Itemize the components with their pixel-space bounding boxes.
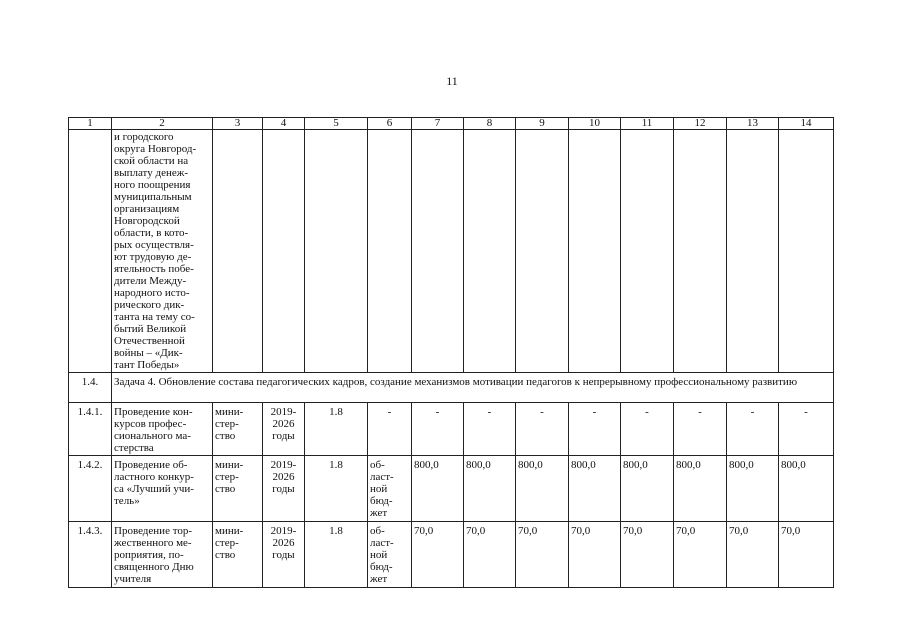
row-number: 1.4.2. xyxy=(69,456,112,522)
row-value: - xyxy=(412,403,464,456)
row-number: 1.4.3. xyxy=(69,522,112,588)
empty-cell xyxy=(69,130,112,373)
column-number: 1 xyxy=(69,118,112,130)
table-row xyxy=(69,456,834,522)
row-value: 70,0 xyxy=(727,522,779,588)
row-executor: мини- стер- ство xyxy=(213,403,263,456)
row-target: 1.8 xyxy=(305,403,368,456)
empty-cell xyxy=(464,130,516,373)
row-name: Проведение об- ластного конкур- са «Лучший учи- тель» xyxy=(112,456,213,522)
empty-cell xyxy=(368,130,412,373)
row-executor: мини- стер- ство xyxy=(213,456,263,522)
task-title: Задача 4. Обновление состава педагогических кадров, создание механизмов мотивации педагогов к непрерывному профессиональному развитию xyxy=(112,373,834,403)
table-row xyxy=(69,403,834,456)
empty-cell xyxy=(569,130,621,373)
program-table xyxy=(68,117,834,588)
column-number: 13 xyxy=(727,118,779,130)
row-number: 1.4.1. xyxy=(69,403,112,456)
row-value: 800,0 xyxy=(412,456,464,522)
row-value: - xyxy=(779,403,834,456)
row-period: 2019- 2026 годы xyxy=(263,403,305,456)
row-value: 800,0 xyxy=(516,456,569,522)
column-number: 9 xyxy=(516,118,569,130)
column-number: 3 xyxy=(213,118,263,130)
empty-cell xyxy=(727,130,779,373)
row-value: - xyxy=(727,403,779,456)
row-value: 70,0 xyxy=(621,522,674,588)
continuation-row xyxy=(69,130,834,373)
row-period: 2019- 2026 годы xyxy=(263,522,305,588)
column-number: 4 xyxy=(263,118,305,130)
row-source: об- ласт- ной бюд- жет xyxy=(368,456,412,522)
row-value: 800,0 xyxy=(779,456,834,522)
column-number: 2 xyxy=(112,118,213,130)
row-name: Проведение кон- курсов профес- сионального ма- стерства xyxy=(112,403,213,456)
row-value: - xyxy=(621,403,674,456)
row-value: - xyxy=(464,403,516,456)
empty-cell xyxy=(516,130,569,373)
table-row xyxy=(69,522,834,588)
empty-cell xyxy=(621,130,674,373)
column-number: 10 xyxy=(569,118,621,130)
column-number: 6 xyxy=(368,118,412,130)
row-value: 70,0 xyxy=(569,522,621,588)
column-number: 11 xyxy=(621,118,674,130)
column-number: 7 xyxy=(412,118,464,130)
row-source: об- ласт- ной бюд- жет xyxy=(368,522,412,588)
row-value: 70,0 xyxy=(464,522,516,588)
row-target: 1.8 xyxy=(305,456,368,522)
empty-cell xyxy=(674,130,727,373)
column-number: 12 xyxy=(674,118,727,130)
row-value: 70,0 xyxy=(674,522,727,588)
row-value: - xyxy=(569,403,621,456)
column-number: 8 xyxy=(464,118,516,130)
row-value: 70,0 xyxy=(412,522,464,588)
row-period: 2019- 2026 годы xyxy=(263,456,305,522)
row-executor: мини- стер- ство xyxy=(213,522,263,588)
empty-cell xyxy=(213,130,263,373)
empty-cell xyxy=(412,130,464,373)
row-value: 800,0 xyxy=(621,456,674,522)
row-value: - xyxy=(674,403,727,456)
row-value: 70,0 xyxy=(779,522,834,588)
empty-cell xyxy=(305,130,368,373)
row-value: 70,0 xyxy=(516,522,569,588)
task-number: 1.4. xyxy=(69,373,112,403)
empty-cell xyxy=(263,130,305,373)
row-value: 800,0 xyxy=(464,456,516,522)
row-value: - xyxy=(516,403,569,456)
row-value: 800,0 xyxy=(569,456,621,522)
column-number: 5 xyxy=(305,118,368,130)
continuation-text: и городского округа Новгород- ской области на выплату денеж- ного поощрения муниципальным организациям Новгородской области, в кото- рых осуществля- ют трудовую де- ятельность побе- дители Между- народного исто- рического дик- танта на тему со- бытий Великой Отечественной войны – «Дик- тант Победы» xyxy=(112,130,213,373)
column-number-row xyxy=(69,118,834,130)
task-row xyxy=(69,373,834,403)
row-target: 1.8 xyxy=(305,522,368,588)
row-name: Проведение тор- жественного ме- роприятия, по- священного Дню учителя xyxy=(112,522,213,588)
row-value: 800,0 xyxy=(727,456,779,522)
row-source: - xyxy=(368,403,412,456)
row-value: 800,0 xyxy=(674,456,727,522)
column-number: 14 xyxy=(779,118,834,130)
page-number: 11 xyxy=(446,74,458,88)
empty-cell xyxy=(779,130,834,373)
